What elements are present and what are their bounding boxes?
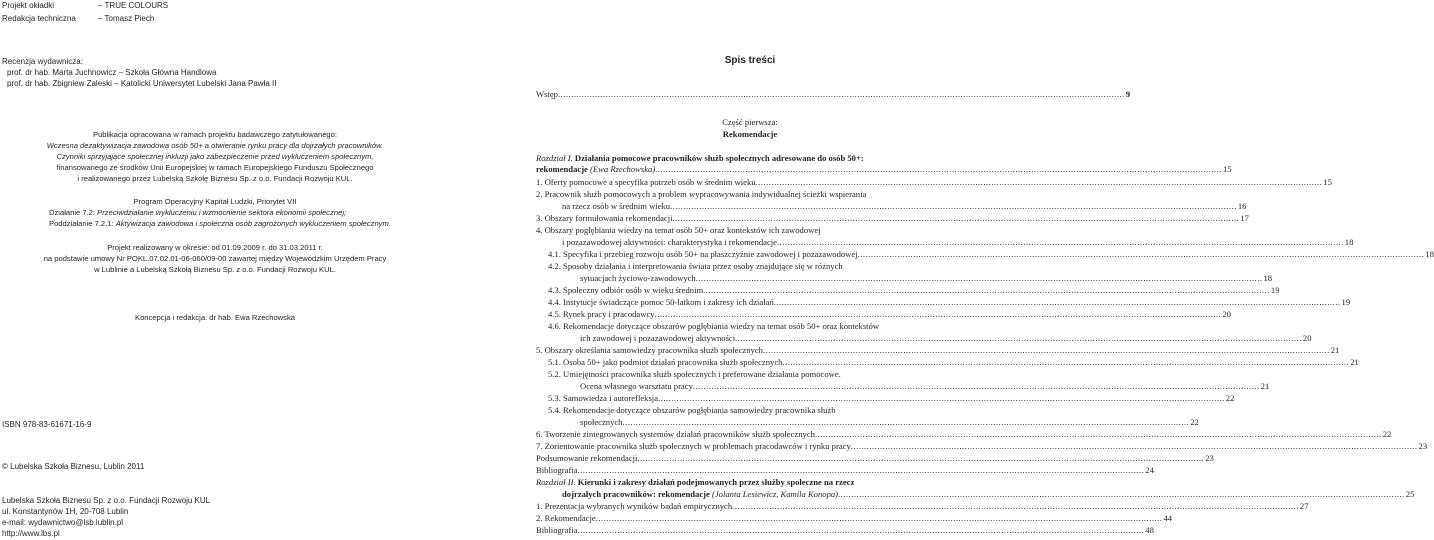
toc-entry	[536, 464, 1154, 476]
chapter-1-label: Rozdział I.	[536, 153, 573, 163]
toc-entry	[536, 512, 1173, 524]
toc-page-number: 21	[1350, 357, 1359, 367]
table-of-contents-page	[536, 0, 1434, 540]
toc-entry	[536, 452, 1214, 464]
toc-entry-text: 4.5. Rynek pracy i pracodawcy	[548, 309, 655, 319]
part-subtitle: Rekomendacje	[722, 129, 778, 139]
toc-entry	[536, 416, 1199, 428]
project-line-1: Publikacja opracowana w ramach projektu badawczego zatytułowanego:	[93, 130, 337, 139]
toc-page-number: 19	[1270, 285, 1280, 295]
toc-entry-text: Bibliografia	[536, 525, 578, 535]
toc-leader-dots	[558, 88, 1125, 100]
measure-title: Przeciwdziałanie wykluczeniu i wzmocnienie sektora ekonomii społecznej;	[97, 208, 347, 217]
toc-page-number: 15	[1222, 164, 1232, 174]
toc-entry-text: Wstęp	[536, 89, 558, 99]
toc-leader-dots	[858, 248, 1425, 260]
toc-entry	[536, 212, 1249, 224]
cover-design-value: – TRUE COLOURS	[98, 1, 169, 10]
toc-entry	[536, 176, 1332, 188]
toc-entry	[536, 320, 879, 332]
toc-entry-text: 1. Prezentacja wybranych wyników badań empirycznych	[536, 501, 733, 511]
toc-entry-text: 4. Obszary pogłębiania wiedzy na temat osób 50+ oraz kontekstów ich zawodowej	[536, 225, 821, 235]
toc-page-number: 22	[1382, 429, 1392, 439]
toc-page-number: 44	[1163, 513, 1173, 523]
toc-leader-dots	[696, 272, 1263, 284]
toc-entry-text: 1. Oferty pomocowe a specyfika potrzeb osób w średnim wieku	[536, 177, 756, 187]
reviewer-2: prof. dr hab. Zbigniew Zaleski – Katolicki Uniwersytet Lubelski Jana Pawła II	[7, 79, 277, 88]
toc-entry-text: 2. Rekomendacje	[536, 513, 596, 523]
toc-entry-intro	[536, 88, 1131, 100]
toc-entry-text: 5. Obszary określania samowiedzy pracownika służb społecznych	[536, 345, 763, 355]
toc-leader-dots	[693, 380, 1260, 392]
toc-page-number: 15	[1323, 177, 1332, 187]
submeasure-title: Aktywizacja zawodowa i społeczna osób zagrożonych wykluczeniem społecznym.	[115, 219, 391, 228]
toc-entry-text: 4.1. Specyfika i przebieg rozwoju osób 50+ na płaszczyźnie zawodowej i pozazawodowej	[548, 249, 858, 259]
toc-page-number: 18	[1425, 249, 1434, 259]
toc-entry	[536, 236, 1354, 248]
toc-page-number: 22	[1225, 393, 1235, 403]
toc-entry	[536, 344, 1340, 356]
measure-line	[49, 208, 346, 219]
toc-entry	[536, 248, 1434, 260]
program-line: Program Operacyjny Kapitał Ludzki, Priorytet VII	[133, 197, 297, 206]
toc-page-number: 21	[1260, 381, 1270, 391]
technical-editor-label: Redakcja techniczna	[2, 14, 76, 23]
toc-leader-dots	[838, 488, 1405, 500]
publisher-address: ul. Konstantynów 1H, 20-708 Lublin	[2, 507, 129, 516]
project-title-line-2: Czynniki sprzyjające społecznej inkluzji jako zabezpieczenie przed wykluczeniem społecznym,	[56, 152, 374, 161]
toc-entry	[536, 404, 836, 416]
realization-period: Projekt realizowany w okresie: od 01.09.2009 r. do 31.03.2011 r.	[107, 243, 323, 252]
toc-leader-dots	[578, 524, 1145, 536]
project-title-line-1: Wczesna dezaktywizacja zawodowa osób 50+ a otwieranie rynku pracy dla dojrzałych pracowników.	[46, 141, 384, 150]
agreement-parties-line: w Lublinie a Lubelską Szkołą Biznesu Sp. z o.o. Fundacji Rozwoju KUL.	[94, 265, 336, 274]
review-title: Recenzja wydawnicza:	[2, 57, 83, 66]
publisher-website: http://www.lbs.pl	[2, 529, 60, 538]
toc-page-number: 9	[1125, 89, 1131, 99]
toc-leader-dots	[596, 512, 1163, 524]
submeasure-line	[49, 219, 391, 230]
toc-leader-dots	[655, 163, 1222, 175]
chapter-2-title-cont: dojrzałych pracowników: rekomendacje	[562, 489, 712, 499]
toc-page-number: 16	[1237, 201, 1247, 211]
toc-leader-dots	[774, 296, 1341, 308]
toc-page-number: 48	[1145, 525, 1154, 535]
toc-page-number: 22	[1190, 417, 1199, 427]
toc-leader-dots	[735, 332, 1302, 344]
toc-entry-text: sytuacjach życiowo-zawodowych	[580, 273, 696, 283]
toc-page-number: 27	[1299, 501, 1309, 511]
toc-entry-text: 5.3. Samowiedza i autorefleksja	[548, 393, 659, 403]
toc-leader-dots	[658, 392, 1225, 404]
toc-entry	[536, 356, 1359, 368]
chapter-2-authors: (Jolanta Lesiewicz, Kamila Konopa)	[711, 489, 839, 499]
toc-page-number: 19	[1341, 297, 1351, 307]
chapter-2-title: Kierunki i zakresy działań podejmowanych przez służby społeczne na rzecz	[575, 477, 855, 487]
toc-entry	[536, 224, 821, 236]
chapter-1-heading-line-2	[536, 163, 1232, 175]
toc-entry-text: 4.4. Instytucje świadczące pomoc 50-latkom i zakresy ich działań	[548, 297, 774, 307]
toc-entry-text: 4.6. Rekomendacje dotyczące obszarów pogłębiania wiedzy na temat osób 50+ oraz kontekstów	[548, 321, 880, 331]
toc-entry-text: 2. Pracownik służb pomocowych a problem wypracowywania indywidualnej ścieżki wspierania	[536, 189, 867, 199]
toc-entry	[536, 380, 1270, 392]
chapter-1-title-cont: rekomendacje	[536, 164, 591, 174]
toc-leader-dots	[756, 176, 1323, 188]
toc-page-number: 23	[1418, 441, 1428, 451]
toc-entry	[536, 428, 1392, 440]
toc-page-number: 20	[1302, 333, 1312, 343]
toc-entry-text: Bibliografia	[536, 465, 578, 475]
cover-design-label: Projekt okładki	[2, 1, 55, 10]
toc-entry-text: 5.2. Umiejętności pracownika służb społecznych i preferowane działania pomocowe.	[548, 369, 841, 379]
publisher-name: Lubelska Szkoła Biznesu Sp. z o.o. Fundacji Rozwoju KUL	[2, 496, 211, 505]
toc-page-number: 18	[1263, 273, 1273, 283]
chapter-2-label: Rozdział II.	[536, 477, 576, 487]
toc-entry-text: społecznych	[580, 417, 623, 427]
toc-entry-text: na rzecz osób w średnim wieku	[562, 201, 671, 211]
toc-entry	[536, 368, 841, 380]
toc-entry-text: Ocena własnego warsztatu pracy	[580, 381, 693, 391]
toc-page-number: 17	[1240, 213, 1249, 223]
toc-leader-dots	[637, 452, 1204, 464]
agreement-line: na podstawie umowy Nr POKL.07.02.01-06-060/09-00 zawartej między Wojewódzkim Urzędem Pracy	[43, 254, 387, 263]
part-title: Część pierwsza:	[722, 117, 778, 127]
toc-page-number: 20	[1222, 309, 1231, 319]
toc-entry	[536, 440, 1428, 452]
toc-entry	[536, 500, 1309, 512]
project-realizer-line: i realizowanego przez Lubelską Szkołę Biznesu Sp. z o.o. Fundacji Rozwoju KUL.	[77, 174, 353, 183]
toc-entry	[536, 284, 1280, 296]
toc-entry	[536, 200, 1247, 212]
toc-page-number: 25	[1405, 489, 1415, 499]
chapter-2-heading-line-2	[536, 488, 1415, 500]
toc-entry-text: 7. Zorientowanie pracownika służb społecznych w problemach pracodawców i rynku pracy	[536, 441, 851, 451]
toc-entry-text: 3. Obszary formułowania rekomendacji	[536, 213, 673, 223]
toc-entry	[536, 524, 1154, 536]
toc-leader-dots	[851, 440, 1418, 452]
toc-leader-dots	[815, 428, 1382, 440]
toc-leader-dots	[732, 500, 1299, 512]
toc-entry-text: 5.1. Osoba 50+ jako podmiot działań pracownika służb społecznych	[548, 357, 783, 367]
toc-entry	[536, 188, 866, 200]
toc-leader-dots	[777, 236, 1344, 248]
toc-entry-text: 6. Tworzenie zintegrowanych systemów działań pracowników służb społecznych	[536, 429, 815, 439]
chapter-1-author: (Ewa Rzechowska)	[590, 164, 656, 174]
chapter-1-title: Działania pomocowe pracowników służb społecznych adresowane do osób 50+:	[572, 153, 864, 163]
toc-leader-dots	[673, 212, 1240, 224]
reviewer-1: prof. dr hab. Marta Juchnowicz – Szkoła Główna Handlowa	[7, 68, 217, 77]
toc-entry-text: 4.2. Sposoby działania i interpretowania świata przez osoby znajdujące się w różnych	[548, 261, 843, 271]
toc-leader-dots	[782, 356, 1349, 368]
toc-leader-dots	[578, 464, 1145, 476]
toc-entry	[536, 296, 1351, 308]
submeasure-prefix: Poddziałanie 7.2.1:	[49, 219, 116, 228]
toc-title: Spis treści	[724, 55, 776, 66]
concept-editor-line: Koncepcja i redakcja: dr hab. Ewa Rzechowska	[135, 313, 295, 322]
toc-leader-dots	[763, 344, 1330, 356]
toc-entry-text: Podsumowanie rekomendacji	[536, 453, 638, 463]
toc-entry	[536, 308, 1231, 320]
toc-page-number: 21	[1330, 345, 1340, 355]
toc-leader-dots	[703, 284, 1270, 296]
toc-entry-text: ich zawodowej i pozazawodowej aktywności	[580, 333, 736, 343]
toc-page-number: 24	[1145, 465, 1154, 475]
toc-entry	[536, 332, 1312, 344]
publisher-email: e-mail: wydawnictwo@lsb.lublin.pl	[2, 518, 124, 527]
toc-entry	[536, 260, 843, 272]
toc-leader-dots	[622, 416, 1189, 428]
toc-entry-text: 5.4. Rekomendacje dotyczące obszarów pogłębiania samowiedzy pracownika służb	[548, 405, 836, 415]
toc-entry	[536, 392, 1235, 404]
toc-leader-dots	[655, 308, 1222, 320]
toc-entry	[536, 272, 1273, 284]
measure-prefix: Działanie 7.2:	[49, 208, 98, 217]
toc-entry-text: 4.3. Społeczny odbiór osób w wieku średnim	[548, 285, 704, 295]
toc-page-number: 18	[1344, 237, 1354, 247]
left-page	[0, 0, 480, 540]
chapter-2-heading	[536, 476, 854, 488]
isbn: ISBN 978-83-61671-16-9	[2, 420, 92, 429]
toc-entry-text: i pozazawodowej aktywności: charakterystyka i rekomendacje	[562, 237, 777, 247]
technical-editor-value: – Tomasz Piech	[98, 14, 155, 23]
toc-leader-dots	[670, 200, 1237, 212]
copyright: © Lubelska Szkoła Biznesu, Lublin 2011	[2, 462, 145, 471]
toc-page-number: 23	[1205, 453, 1214, 463]
project-funding-line: finansowanego ze środków Unii Europejskiej w ramach Europejskiego Funduszu Społecznego	[56, 163, 374, 172]
